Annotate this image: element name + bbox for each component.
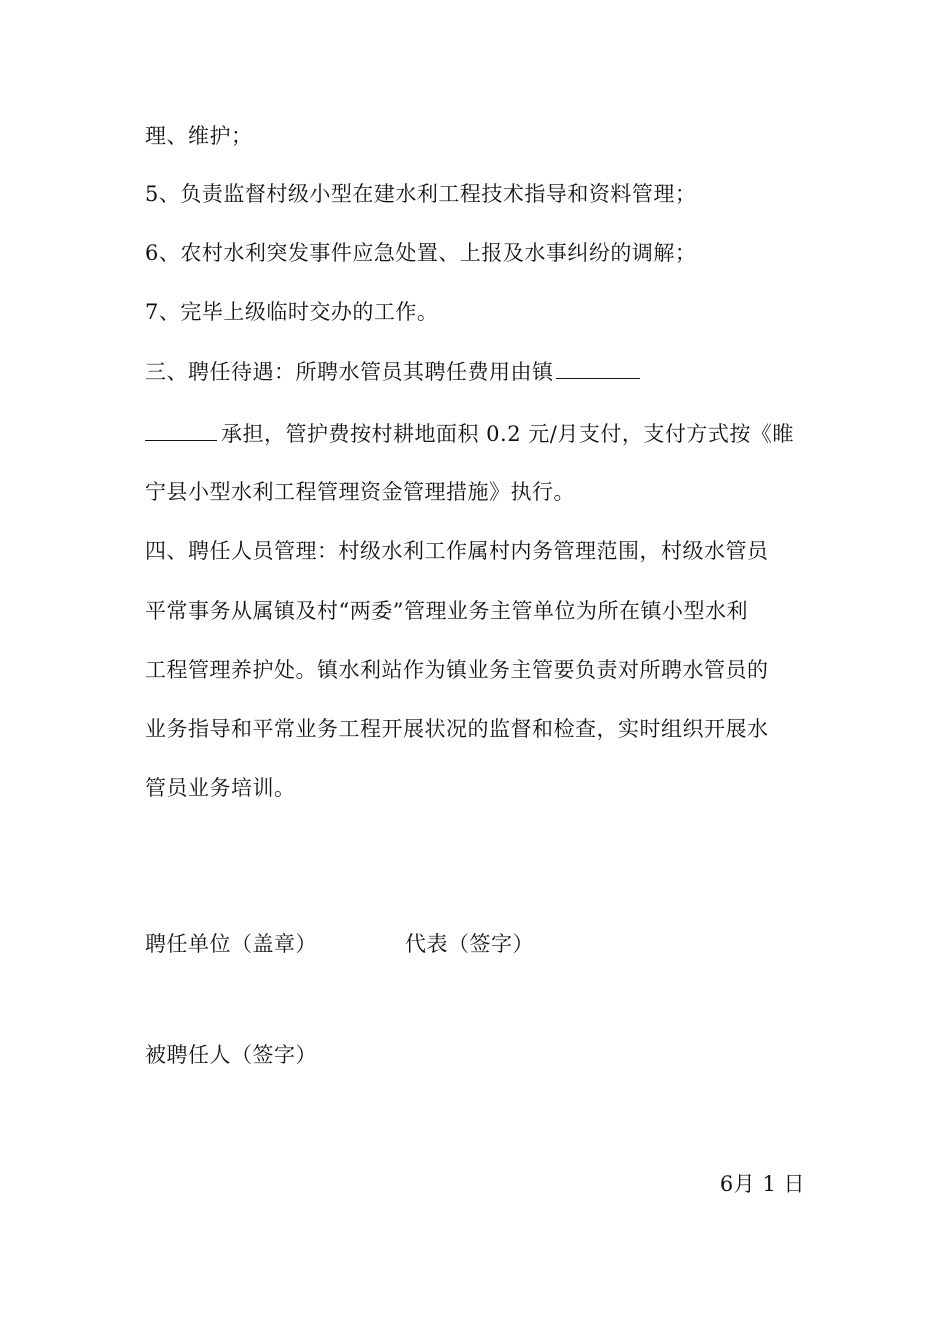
employer-seal-label: 聘任单位（盖章） [145, 932, 317, 956]
paragraph-line: 5、负责监督村级小型在建水利工程技术指导和资料管理； [145, 182, 697, 206]
paragraph-line [145, 418, 807, 449]
paragraph-line: 业务指导和平常业务工程开展状况的监督和检查，实时组织开展水 [145, 717, 769, 741]
paragraph-line: 四、聘任人员管理：村级水利工作属村内务管理范围，村级水管员 [145, 539, 769, 563]
fill-in-blank [145, 418, 217, 441]
treatment-text-continued: 承担，管护费按村耕地面积 0.2 元/月支付，支付方式按《睢 [221, 422, 794, 446]
paragraph-line: 7、完毕上级临时交办的工作。 [145, 300, 439, 324]
employee-signature-label: 被聘任人（签字） [145, 1043, 317, 1067]
signature-row [145, 929, 807, 959]
paragraph-line: 6、农村水利突发事件应急处置、上报及水事纠纷的调解； [145, 241, 697, 265]
paragraph-line: 管员业务培训。 [145, 776, 296, 800]
paragraph-line: 工程管理养护处。镇水利站作为镇业务主管要负责对所聘水管员的 [145, 658, 769, 682]
signing-date: 6月 1 日 [719, 1172, 805, 1196]
paragraph-line: 宁县小型水利工程管理资金管理措施》执行。 [145, 480, 575, 504]
treatment-text: 三、聘任待遇：所聘水管员其聘任费用由镇 [145, 360, 554, 384]
fill-in-blank [556, 356, 640, 379]
paragraph-line [145, 356, 807, 387]
paragraph-line: 理、维护； [145, 124, 253, 148]
paragraph-line: 平常事务从属镇及村“两委”管理业务主管单位为所在镇小型水利 [145, 599, 748, 623]
representative-signature-label: 代表（签字） [405, 932, 534, 956]
